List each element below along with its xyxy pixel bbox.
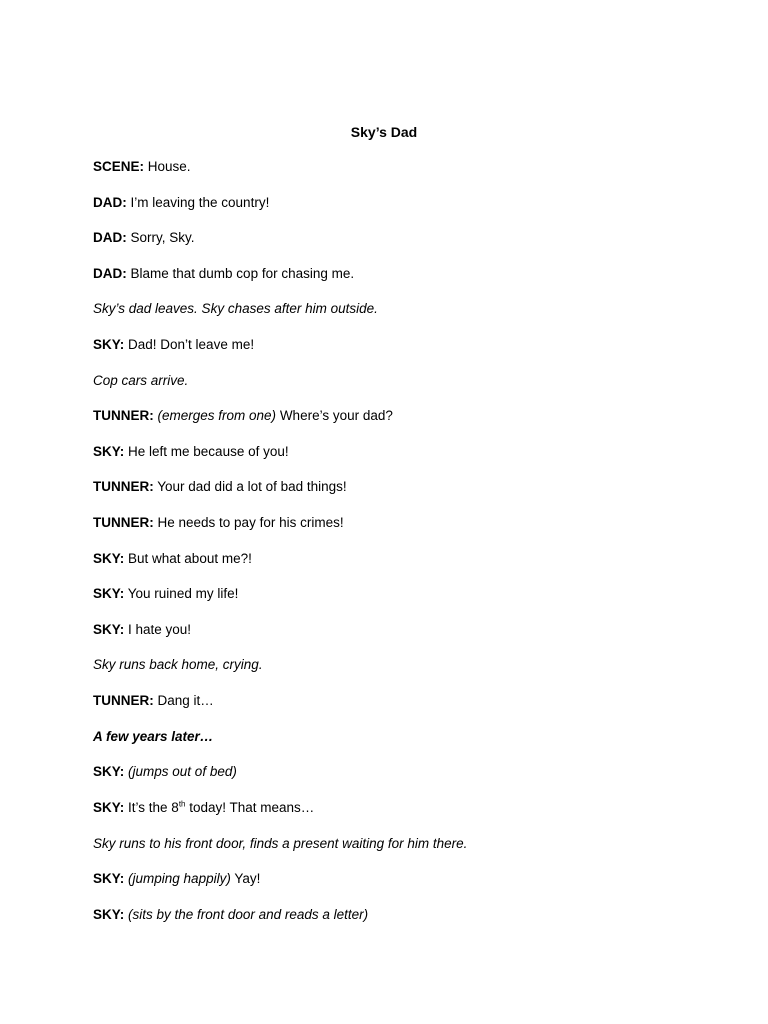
script-line bbox=[93, 443, 289, 461]
script-line bbox=[93, 870, 260, 888]
speaker-label: SKY: bbox=[93, 337, 125, 352]
parenthetical: (jumping happily) bbox=[128, 871, 231, 886]
speaker-label: SCENE: bbox=[93, 159, 145, 174]
speaker-label: DAD: bbox=[93, 230, 127, 245]
ordinal-suffix: th bbox=[178, 799, 186, 809]
script-line-scene bbox=[93, 158, 191, 176]
speaker-label: SKY: bbox=[93, 444, 125, 459]
script-line bbox=[93, 692, 214, 710]
speaker-label: SKY: bbox=[93, 551, 125, 566]
line-text: House. bbox=[144, 159, 191, 174]
speaker-label: SKY: bbox=[93, 622, 125, 637]
line-text: Where’s your dad? bbox=[276, 408, 393, 423]
script-line bbox=[93, 763, 237, 781]
stage-direction: Sky runs to his front door, finds a present waiting for him there. bbox=[93, 836, 468, 851]
script-line bbox=[93, 585, 238, 603]
script-line bbox=[93, 407, 393, 425]
line-text: He left me because of you! bbox=[124, 444, 289, 459]
parenthetical: (emerges from one) bbox=[157, 408, 277, 423]
speaker-label: SKY: bbox=[93, 800, 125, 815]
line-text: Dang it… bbox=[153, 693, 214, 708]
line-text: today! That means… bbox=[185, 800, 315, 815]
section-heading: A few years later… bbox=[93, 729, 214, 744]
script-line bbox=[93, 799, 314, 817]
stage-direction: Sky runs back home, crying. bbox=[93, 657, 263, 672]
speaker-label: SKY: bbox=[93, 764, 125, 779]
speaker-label: SKY: bbox=[93, 586, 125, 601]
line-text: Blame that dumb cop for chasing me. bbox=[126, 266, 355, 281]
speaker-label: SKY: bbox=[93, 871, 125, 886]
line-text: But what about me?! bbox=[124, 551, 252, 566]
line-text: Yay! bbox=[230, 871, 261, 886]
stage-direction: Cop cars arrive. bbox=[93, 373, 189, 388]
speaker-label: DAD: bbox=[93, 195, 127, 210]
line-text: Sorry, Sky. bbox=[126, 230, 195, 245]
speaker-label: DAD: bbox=[93, 266, 127, 281]
script-line bbox=[93, 194, 269, 212]
line-text: Your dad did a lot of bad things! bbox=[153, 479, 347, 494]
speaker-label: TUNNER: bbox=[93, 515, 154, 530]
script-line bbox=[93, 550, 252, 568]
speaker-label: TUNNER: bbox=[93, 479, 154, 494]
speaker-label: TUNNER: bbox=[93, 693, 154, 708]
script-line bbox=[93, 514, 344, 532]
script-line bbox=[93, 265, 354, 283]
script-line bbox=[93, 336, 254, 354]
stage-direction: Sky’s dad leaves. Sky chases after him outside. bbox=[93, 301, 378, 316]
script-line bbox=[93, 906, 368, 924]
line-text: You ruined my life! bbox=[124, 586, 239, 601]
line-text: Dad! Don’t leave me! bbox=[124, 337, 255, 352]
parenthetical: (jumps out of bed) bbox=[128, 764, 237, 779]
line-text: He needs to pay for his crimes! bbox=[153, 515, 344, 530]
script-title: Sky’s Dad bbox=[350, 124, 418, 140]
speaker-label: TUNNER: bbox=[93, 408, 154, 423]
line-text-before: It’s the 8 bbox=[124, 800, 179, 815]
speaker-label: SKY: bbox=[93, 907, 125, 922]
line-text: I’m leaving the country! bbox=[126, 195, 270, 210]
script-line bbox=[93, 621, 191, 639]
parenthetical: (sits by the front door and reads a letter) bbox=[128, 907, 369, 922]
script-line bbox=[93, 478, 347, 496]
script-line bbox=[93, 229, 195, 247]
line-text: I hate you! bbox=[124, 622, 192, 637]
